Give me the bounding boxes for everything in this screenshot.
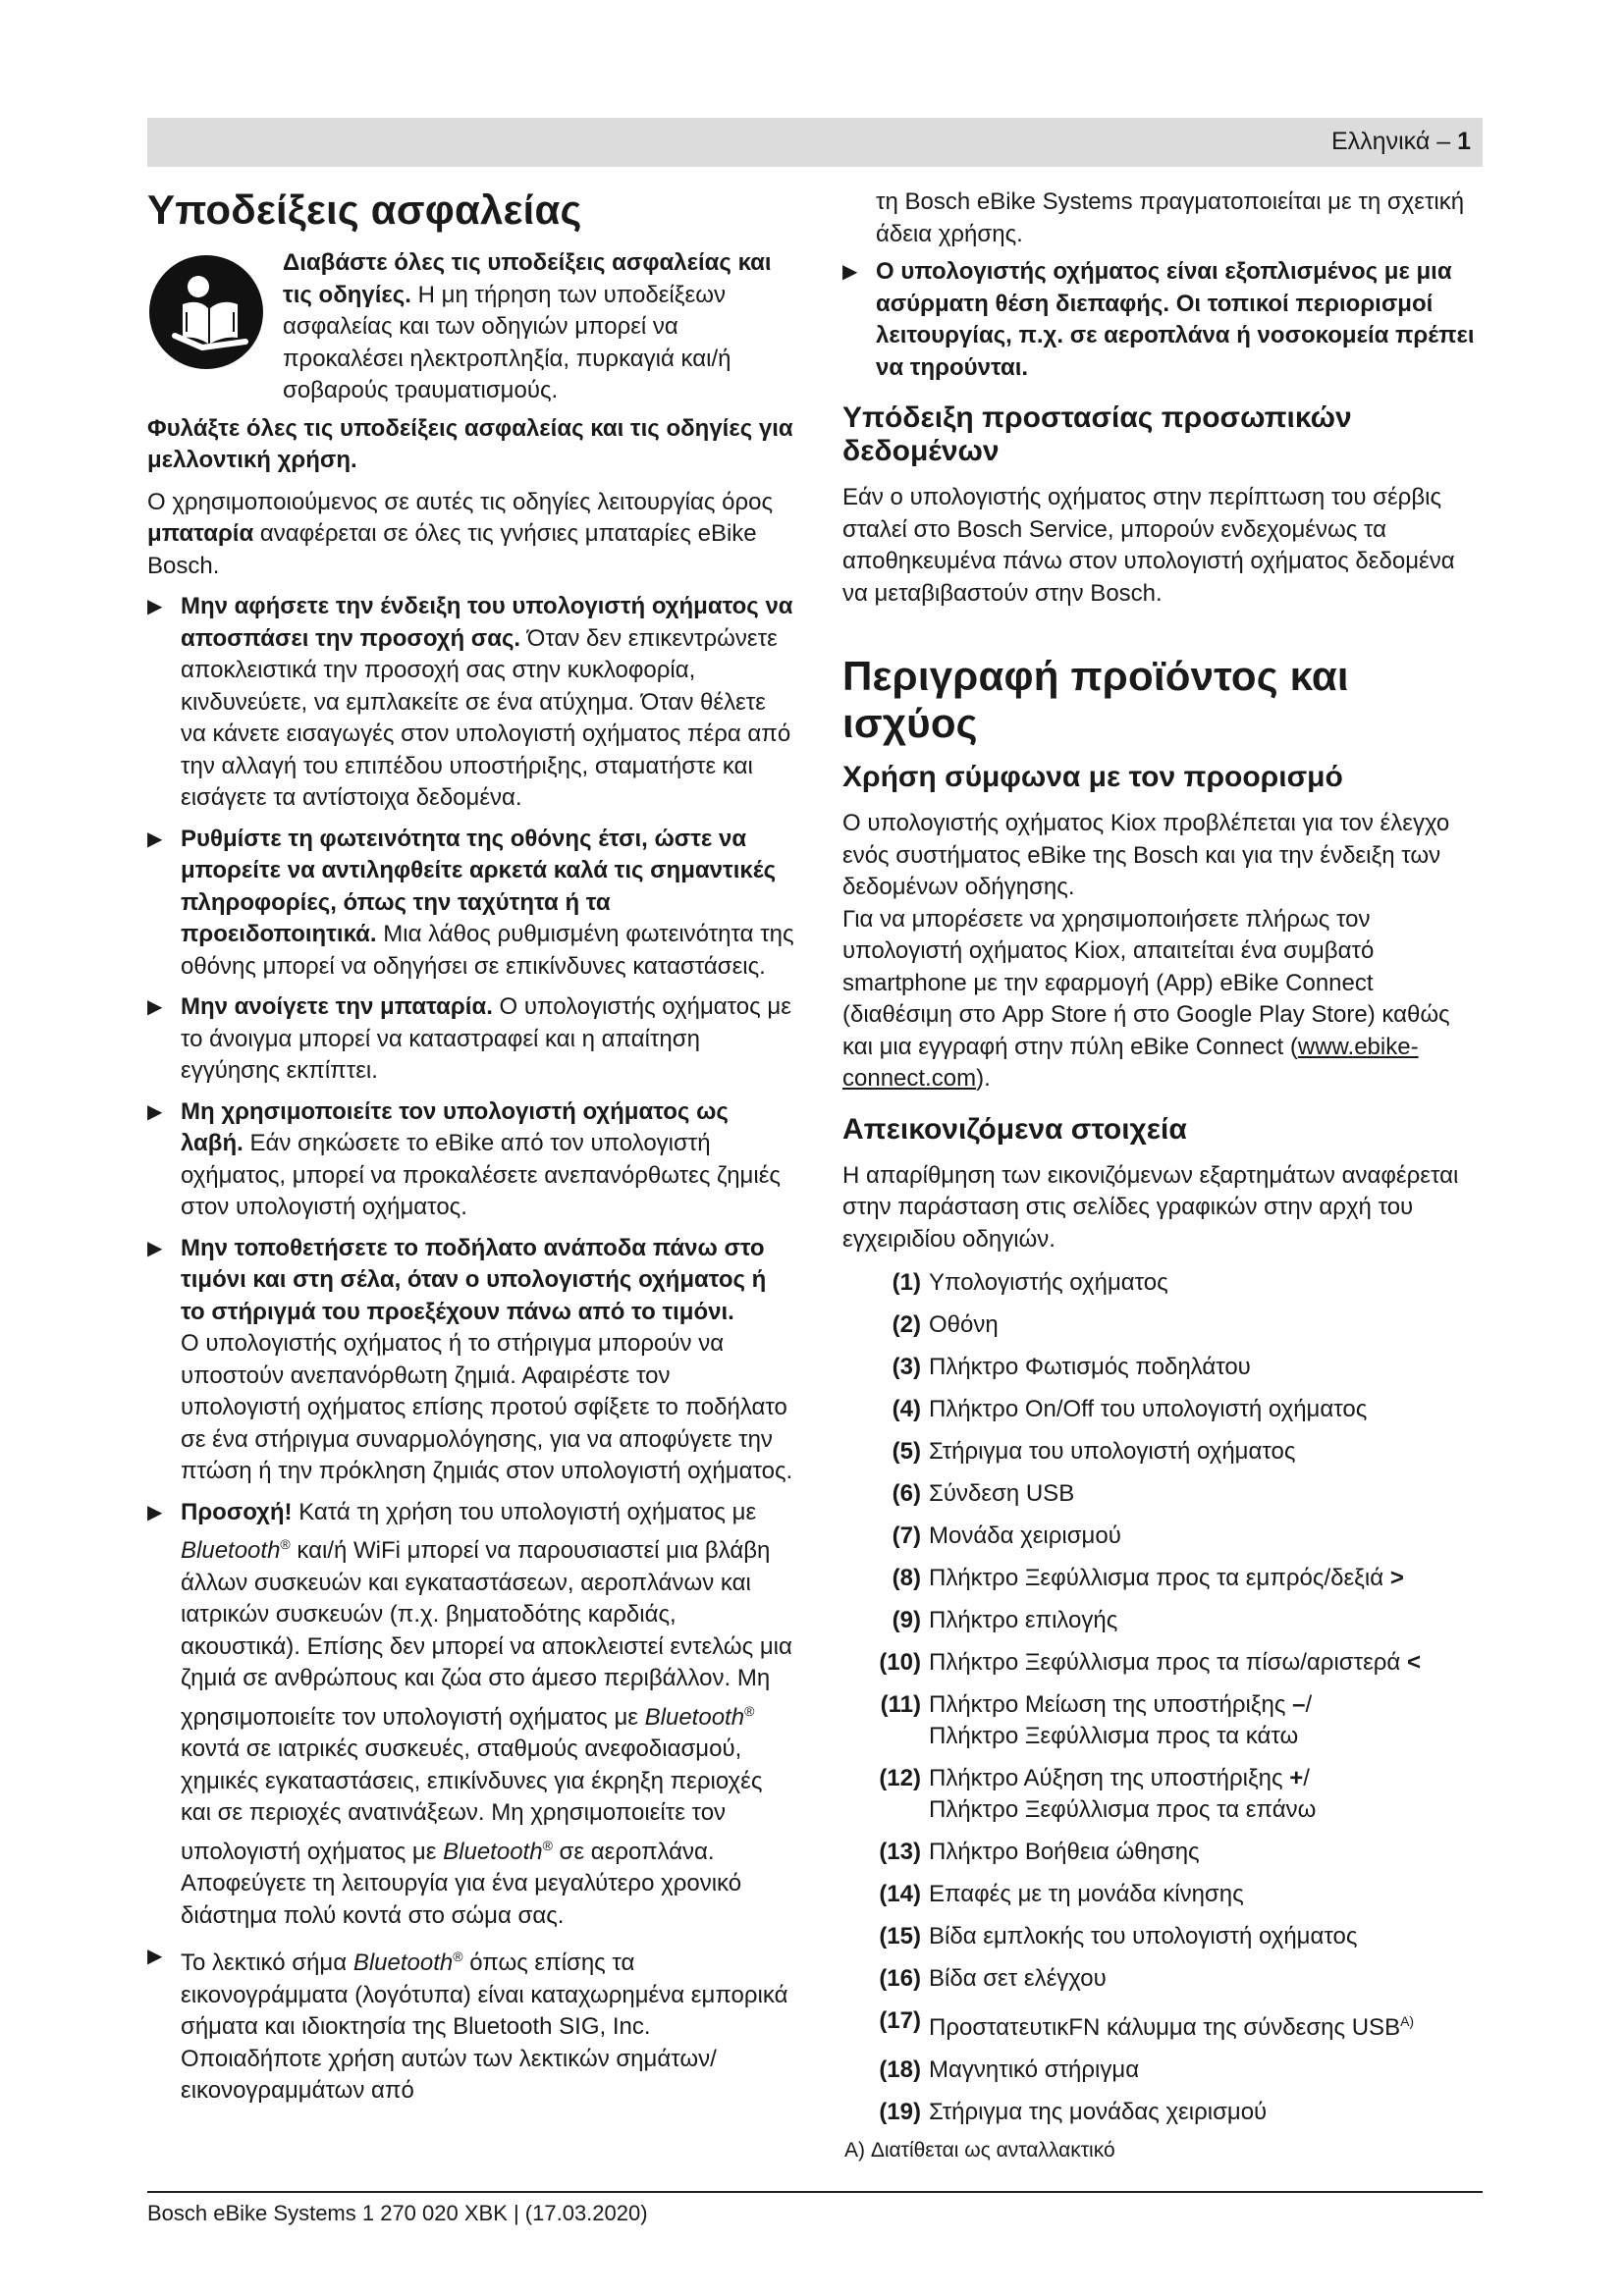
components-intro: Η απαρίθμηση των εικονιζόμενων εξαρτημάτων αναφέρεται στην παράσταση στις σελίδες γραφικών στην αρχή του εγχειριδίου οδηγιών. [842,1161,1459,1253]
intended-use-p2: Για να μπορέσετε να χρησιμοποιήσετε πλήρως τον υπολογιστή οχήματος Kiox, απαιτείται ένα συμβατό smartphone με την εφαρμογή (App) eBike Connect (διαθέσιμη στο App Store ή στο Google Play Store) καθώς και μια εγγραφή στην πύλη eBike Connect (www.ebike-connect.com). [842,905,1450,1092]
components-title: Απεικονιζόμενα στοιχεία [842,1112,1187,1146]
bullet-arrow-icon: ▶ [147,1946,163,1967]
safety-bullet: ▶ Μη χρησιμοποιείτε τον υπολογιστή οχήματος ως λαβή. Εάν σηκώσετε το eBike από τον υπολογιστή οχήματος, μπορεί να προκαλέσετε ανεπανόρθωτες ζημιές στον υπολογιστή οχήματος. [147,1096,795,1224]
safety-bullet: ▶ Μην τοποθετήσετε το ποδήλατο ανάποδα πάνω στο τιμόνι και στη σέλα, όταν ο υπολογιστής οχήματος ή το στήριγμά του προεξέχουν πάνω από το τιμόνι. Ο υπολογιστής οχήματος ή το στήριγμα μπορούν να υποστούν ανεπανόρθωτη ζημιά. Αφαιρέστε τον υπολογιστή οχήματος επίσης προτού σφίξετε το ποδήλατο σε ένα στήριγμα συναρμολόγησης, για να αποφύγετε την πτώση ή την πρόκληση ζημιάς στον υπολογιστή οχήματος. [147,1233,795,1488]
list-item: (4) Πλήκτρο On/Off του υπολογιστή οχήματος [892,1396,1368,1422]
list-item: (8) Πλήκτρο Ξεφύλλισμα προς τα εμπρός/δεξιά > [892,1565,1404,1591]
list-item: (2) Οθόνη [892,1311,999,1338]
bullet-arrow-icon: ▶ [147,1501,163,1523]
list-item: (15) Βίδα εμπλοκής του υπολογιστή οχήματος [879,1923,1358,1949]
page-header: Ελληνικά – 1 [1331,128,1471,155]
list-item: (12) Πλήκτρο Αύξηση της υποστήριξης +/ Πλήκτρο Ξεφύλλισμα προς τα επάνω [879,1765,1317,1823]
list-item: (17) ΠροστατευτικFN κάλυμμα της σύνδεσης $USB^{A)}$ [879,2007,1415,2041]
product-title: Περιγραφή προϊόντος και ισχύος [842,653,1349,746]
header-bar [147,118,1483,167]
keep-instructions: Φυλάξτε όλες τις υποδείξεις ασφαλείας και τις οδηγίες για μελλοντική χρήση. [147,414,793,473]
list-item: (9) Πλήκτρο επιλογής [892,1607,1118,1633]
safety-bullet: ▶ Ρυθμίστε τη φωτεινότητα της οθόνης έτσι, ώστε να μπορείτε να αντιληφθείτε αρκετά καλά τις σημαντικές πληροφορίες, όπως την ταχύτητα ή τα προειδοποιητικά. Μια λάθος ρυθμισμένη φωτεινότητα της οθόνης μπορεί να οδηγήσει σε επικίνδυνες καταστάσεις. [147,824,795,984]
battery-term-note: Ο χρησιμοποιούμενος σε αυτές τις οδηγίες λειτουργίας όρος μπαταρία αναφέρεται σε όλες τις γνήσιες μπαταρίες eBike Bosch. [147,488,774,579]
read-manual-icon [147,253,265,371]
list-item: (14) Επαφές με τη μονάδα κίνησης [879,1881,1244,1907]
components-list [842,1267,1483,2128]
intended-use-title: Χρήση σύμφωνα με τον προορισμό [842,761,1343,793]
bullet-arrow-icon: ▶ [147,1237,163,1259]
list-item: (5) Στήριγμα του υπολογιστή οχήματος [892,1438,1296,1465]
intended-use-p1: Ο υπολογιστής οχήματος Kiox προβλέπεται για τον έλεγχο ενός συστήματος eBike της Bosch και για την ένδειξη των δεδομένων οδήγησης. [842,810,1450,900]
left-column [147,187,795,2108]
list-item: (11) Πλήκτρο Μείωση της υποστήριξης –/ Πλήκτρο Ξεφύλλισμα προς τα κάτω [880,1691,1313,1749]
list-item: (16) Βίδα σετ ελέγχου [879,1965,1107,1992]
footnote: A) Διατίθεται ως ανταλλακτικό [844,2139,1115,2162]
continuation-text: τη Bosch eBike Systems πραγματοποιείται με τη σχετική άδεια χρήσης. [876,188,1465,247]
footer-divider [147,2191,1483,2193]
privacy-title: Υπόδειξη προστασίας προσωπικών δεδομένων [842,401,1352,467]
safety-bullet: ▶ Προσοχή! Κατά τη χρήση του υπολογιστή οχήματος με Bluetooth® και/ή WiFi μπορεί να παρουσιαστεί μια βλάβη άλλων συσκευών και εγκαταστάσεων, αεροπλάνων και ιατρικών συσκευών (π.χ. βηματοδότης καρδιάς, ακουστικά). Επίσης δεν μπορεί να αποκλειστεί εντελώς μια ζημιά σε ανθρώπους και ζώα στο άμεσο περιβάλλον. Μη χρησιμοποιείτε τον υπολογιστή οχήματος με Bluetooth® κοντά σε ιατρικές συσκευές, σταθμούς ανεφοδιασμού, χημικές εγκαταστάσεις, επικίνδυνες για έκρηξη περιοχές και σε περιοχές ανατινάξεων. Μη χρησιμοποιείτε τον υπολογιστή οχήματος με Bluetooth® σε αεροπλάνα. Αποφεύγετε τη λειτουργία για ένα μεγαλύτερο χρονικό διάστημα πολύ κοντά στο σώμα σας. [147,1497,795,1933]
ebike-connect-link[interactable]: www.ebike-connect.com [842,1033,1419,1092]
bullet-arrow-icon: ▶ [842,261,858,283]
wireless-bullet: ▶ Ο υπολογιστής οχήματος είναι εξοπλισμένος με μια ασύρματη θέση διεπαφής. Οι τοπικοί περιορισμοί λειτουργίας, π.χ. σε αεροπλάνα ή νοσοκομεία πρέπει να τηρούνται. [842,256,1483,384]
list-item: (1) Υπολογιστής οχήματος [892,1269,1168,1296]
safety-bullet: ▶ Μην αφήσετε την ένδειξη του υπολογιστή οχήματος να αποσπάσει την προσοχή σας. Όταν δεν επικεντρώνετε αποκλειστικά την προσοχή σας στην κυκλοφορία, κινδυνεύετε, να εμπλακείτε σε ένα ατύχημα. Όταν θέλετε να κάνετε εισαγωγές στον υπολογιστή οχήματος πέρα από την αλλαγή του επιπέδου υποστήριξης, σταματήστε και εισάγετε τα αντίστοιχα δεδομένα. [147,591,795,815]
list-item: (3) Πλήκτρο Φωτισμός ποδηλάτου [892,1354,1251,1380]
safety-intro [147,247,795,407]
list-item: (7) Μονάδα χειρισμού [892,1522,1121,1549]
list-item: (18) Μαγνητικό στήριγμα [879,2056,1140,2083]
safety-bullet: ▶ Το λεκτικό σήμα Bluetooth® όπως επίσης τα εικονογράμματα (λογότυπα) είναι καταχωρημένα εμπορικά σήματα και ιδιοκτησία της Bluetooth SIG, Inc. Οποιαδήποτε χρήση αυτών των λεκτικών σημάτων/εικονογραμμάτων από [147,1941,795,2108]
privacy-text: Εάν ο υπολογιστής οχήματος στην περίπτωση του σέρβις σταλεί στο Bosch Service, μπορούν ενδεχομένως τα αποθηκευμένα πάνω στον υπολογιστή οχήματος δεδομένα να μεταβιβαστούν στην Bosch. [842,484,1455,607]
footer-text: Bosch eBike Systems 1 270 020 XBK | (17.03.2020) [147,2201,648,2225]
safety-bullet: ▶ Μην ανοίγετε την μπαταρία. Ο υπολογιστής οχήματος με το άνοιγμα μπορεί να καταστραφεί και η απαίτηση εγγύησης εκπίπτει. [147,991,795,1088]
list-item: (6) Σύνδεση USB [892,1480,1075,1507]
bullet-arrow-icon: ▶ [147,1100,163,1123]
safety-title: Υποδείξεις ασφαλείας [147,187,582,233]
list-item: (13) Πλήκτρο Βοήθεια ώθησης [879,1839,1200,1865]
bullet-arrow-icon: ▶ [147,996,163,1018]
right-column [842,187,1483,2163]
page-number: 1 [1457,128,1471,155]
list-item: (10) Πλήκτρο Ξεφύλλισμα προς τα πίσω/αριστερά < [879,1649,1421,1676]
list-item: (19) Στήριγμα της μονάδας χειρισμού [879,2099,1268,2125]
bullet-arrow-icon: ▶ [147,828,163,850]
bullet-arrow-icon: ▶ [147,596,163,617]
intro-text: Διαβάστε όλες τις υποδείξεις ασφαλείας και τις οδηγίες. Η μη τήρηση των υποδείξεων ασφαλείας και των οδηγιών μπορεί να προκαλέσει ηλεκτροπληξία, πυρκαγιά και/ή σοβαρούς τραυματισμούς. [283,249,772,403]
